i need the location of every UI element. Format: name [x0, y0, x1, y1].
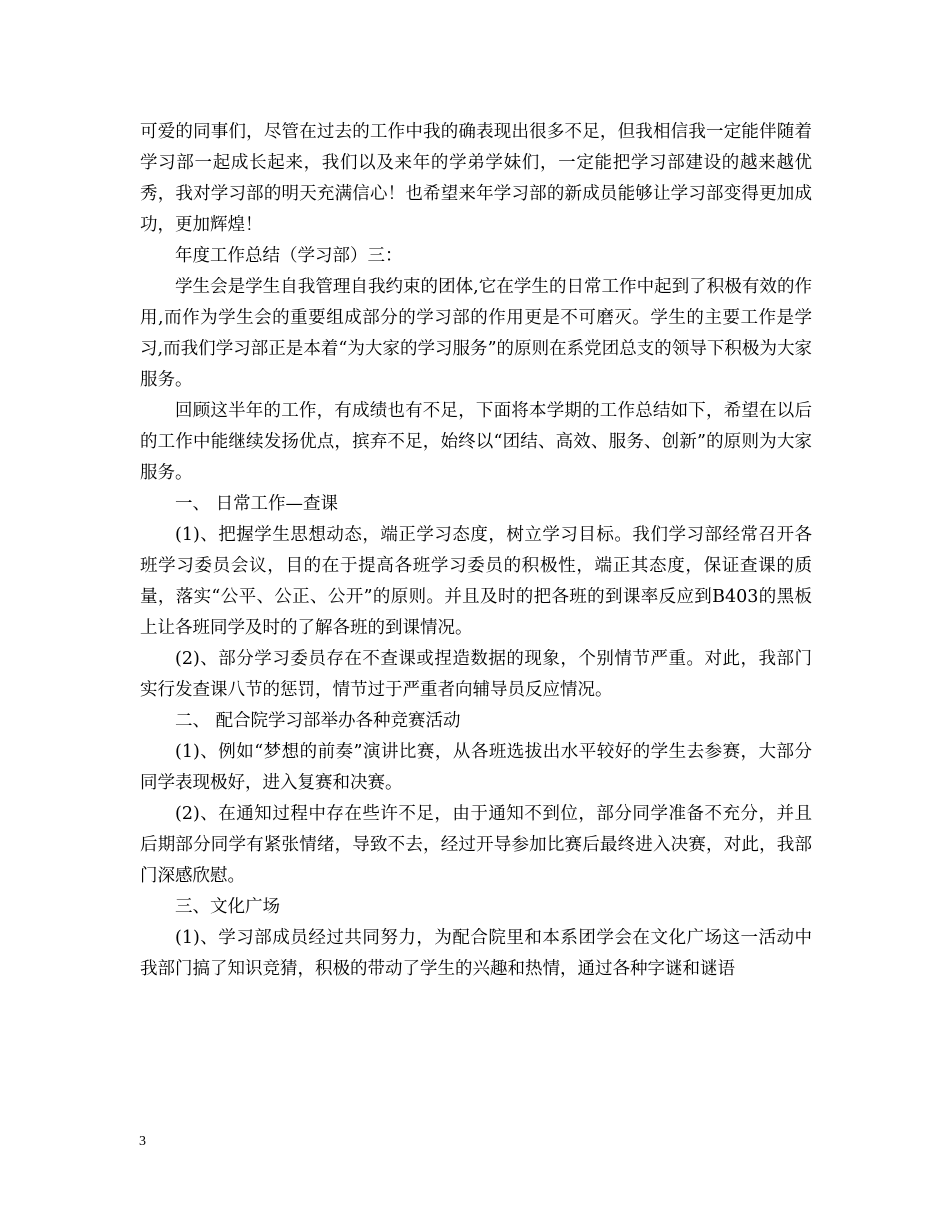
document-body: [140, 117, 812, 985]
paragraph: (2)、部分学习委员存在不查课或捏造数据的现象，个别情节严重。对此，我部门实行发查课八节的惩罚，情节过于严重者向辅导员反应情况。: [140, 649, 812, 700]
paragraph: (1)、例如“梦想的前奏”演讲比赛，从各班选拔出水平较好的学生去参赛，大部分同学表现极好，进入复赛和决赛。: [140, 742, 812, 793]
paragraph: (1)、把握学生思想动态，端正学习态度，树立学习目标。我们学习部经常召开各班学习委员会议，目的在于提高各班学习委员的积极性，端正其态度，保证查课的质量，落实“公平、公正、公开”的原则。并且及时的把各班的到课率反应到B403的黑板上让各班同学及时的了解各班的到课情况。: [140, 525, 812, 638]
paragraph: 学生会是学生自我管理自我约束的团体,它在学生的日常工作中起到了积极有效的作用,而作为学生会的重要组成部分的学习部的作用更是不可磨灭。学生的主要工作是学习,而我们学习部正是本着“为大家的学习服务”的原则在系党团总支的领导下积极为大家服务。: [140, 277, 812, 390]
paragraph: 回顾这半年的工作，有成绩也有不足，下面将本学期的工作总结如下，希望在以后的工作中能继续发扬优点，摈弃不足，始终以“团结、高效、服务、创新”的原则为大家服务。: [140, 401, 812, 483]
page-number: 3: [139, 1134, 146, 1149]
section-heading: 一、 日常工作—查课: [175, 494, 339, 514]
paragraph: (1)、学习部成员经过共同努力，为配合院里和本系团学会在文化广场这一活动中我部门搞了知识竞猜，积极的带动了学生的兴趣和热情，通过各种字谜和谜语: [140, 928, 812, 979]
paragraph: (2)、在通知过程中存在些许不足，由于通知不到位，部分同学准备不充分，并且后期部分同学有紧张情绪，导致不去，经过开导参加比赛后最终进入决赛，对此，我部门深感欣慰。: [140, 804, 812, 886]
section-heading: 年度工作总结（学习部）三：: [175, 246, 403, 266]
section-heading: 二、 配合院学习部举办各种竞赛活动: [175, 711, 461, 731]
section-heading: 三、文化广场: [175, 897, 280, 917]
paragraph: 可爱的同事们，尽管在过去的工作中我的确表现出很多不足，但我相信我一定能伴随着学习部一起成长起来，我们以及来年的学弟学妹们，一定能把学习部建设的越来越优秀，我对学习部的明天充满信心！也希望来年学习部的新成员能够让学习部变得更加成功，更加辉煌！: [140, 122, 812, 235]
